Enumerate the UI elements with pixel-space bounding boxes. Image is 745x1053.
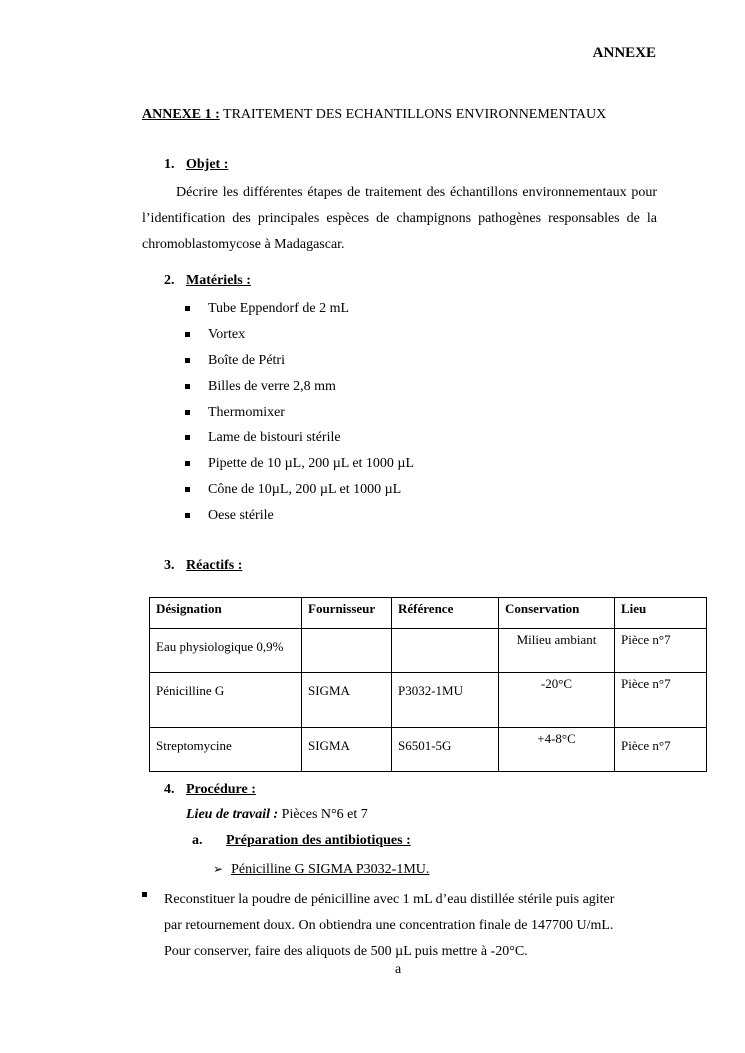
section-number: 2. (164, 273, 175, 288)
table-cell: S6501-5G (392, 728, 499, 772)
bullet-square-icon (185, 306, 190, 311)
list-item: Thermomixer (185, 399, 414, 425)
bullet-square-icon (185, 461, 190, 466)
list-item: Billes de verre 2,8 mm (185, 373, 414, 399)
section-materiels-heading (164, 273, 251, 289)
step-line: par retournement doux. On obtiendra une concentration finale de 147700 U/mL. (164, 918, 614, 933)
section-objet-heading (164, 157, 228, 173)
product-line (213, 862, 429, 878)
list-item: Lame de bistouri stérile (185, 425, 414, 451)
table-row (150, 673, 707, 728)
table-cell: P3032-1MU (392, 673, 499, 728)
workplace-line (186, 807, 368, 823)
section-number: 1. (164, 157, 175, 172)
workplace-value: Pièces N°6 et 7 (281, 807, 368, 822)
bullet-square-icon (142, 892, 147, 897)
bullet-square-icon (185, 332, 190, 337)
table-header-cell: Fournisseur (302, 598, 392, 629)
page-number: a (395, 962, 402, 977)
table-header-cell: Désignation (150, 598, 302, 629)
table-cell: Milieu ambiant (499, 629, 615, 673)
list-item: Cône de 10µL, 200 µL et 1000 µL (185, 477, 414, 503)
table-cell: Eau physiologique 0,9% (150, 629, 302, 673)
table-header-cell: Référence (392, 598, 499, 629)
arrow-bullet-icon: ➢ (213, 862, 224, 876)
section-title: Matériels : (186, 273, 251, 288)
workplace-label: Lieu de travail : (186, 807, 279, 822)
bullet-square-icon (185, 410, 190, 415)
table-cell: SIGMA (302, 673, 392, 728)
subsection-title: Préparation des antibiotiques : (226, 833, 411, 848)
section-number: 3. (164, 558, 175, 573)
step-text (164, 887, 614, 965)
annex-label: ANNEXE 1 : (142, 107, 220, 122)
materials-list (185, 296, 414, 528)
table-cell: Streptomycine (150, 728, 302, 772)
table-cell: Pénicilline G (150, 673, 302, 728)
table-header-cell: Lieu (615, 598, 707, 629)
bullet-square-icon (185, 513, 190, 518)
step-line: Reconstituer la poudre de pénicilline avec 1 mL d’eau distillée stérile puis agiter (164, 892, 615, 907)
subsection-letter: a. (192, 833, 203, 848)
bullet-square-icon (185, 435, 190, 440)
section-number: 4. (164, 782, 175, 797)
bullet-square-icon (185, 358, 190, 363)
bullet-square-icon (185, 384, 190, 389)
table-header-cell: Conservation (499, 598, 615, 629)
page-header-title: ANNEXE (592, 45, 656, 61)
subsection-antibiotics-heading (192, 833, 411, 849)
step-line: Pour conserver, faire des aliquots de 500 µL puis mettre à -20°C. (164, 944, 528, 959)
table-cell: Pièce n°7 (615, 673, 707, 728)
table-cell: -20°C (499, 673, 615, 728)
section-title: Réactifs : (186, 558, 243, 573)
table-row (150, 629, 707, 673)
table-cell: +4-8°C (499, 728, 615, 772)
bullet-square-icon (185, 487, 190, 492)
objet-paragraph: Décrire les différentes étapes de traitement des échantillons environnementaux pour l’identification des principales espèces de champignons pathogènes responsables de la chromoblastomycose à Madagascar. (142, 185, 657, 252)
reagents-table (149, 597, 707, 772)
annex-title (142, 107, 606, 123)
step-bullet (142, 886, 147, 902)
table-cell (392, 629, 499, 673)
table-header-row (150, 598, 707, 629)
section-objet-text (142, 180, 657, 258)
section-procedure-heading (164, 782, 256, 798)
table-cell: SIGMA (302, 728, 392, 772)
list-item: Vortex (185, 322, 414, 348)
table-row (150, 728, 707, 772)
list-item: Pipette de 10 µL, 200 µL et 1000 µL (185, 451, 414, 477)
list-item: Tube Eppendorf de 2 mL (185, 296, 414, 322)
table-cell: Pièce n°7 (615, 728, 707, 772)
table-cell (302, 629, 392, 673)
annex-heading: TRAITEMENT DES ECHANTILLONS ENVIRONNEMENTAUX (223, 107, 607, 122)
list-item: Oese stérile (185, 502, 414, 528)
section-title: Procédure : (186, 782, 256, 797)
section-title: Objet : (186, 157, 229, 172)
list-item: Boîte de Pétri (185, 348, 414, 374)
section-reactifs-heading (164, 558, 242, 574)
product-name: Pénicilline G SIGMA P3032-1MU. (231, 862, 430, 877)
table-cell: Pièce n°7 (615, 629, 707, 673)
